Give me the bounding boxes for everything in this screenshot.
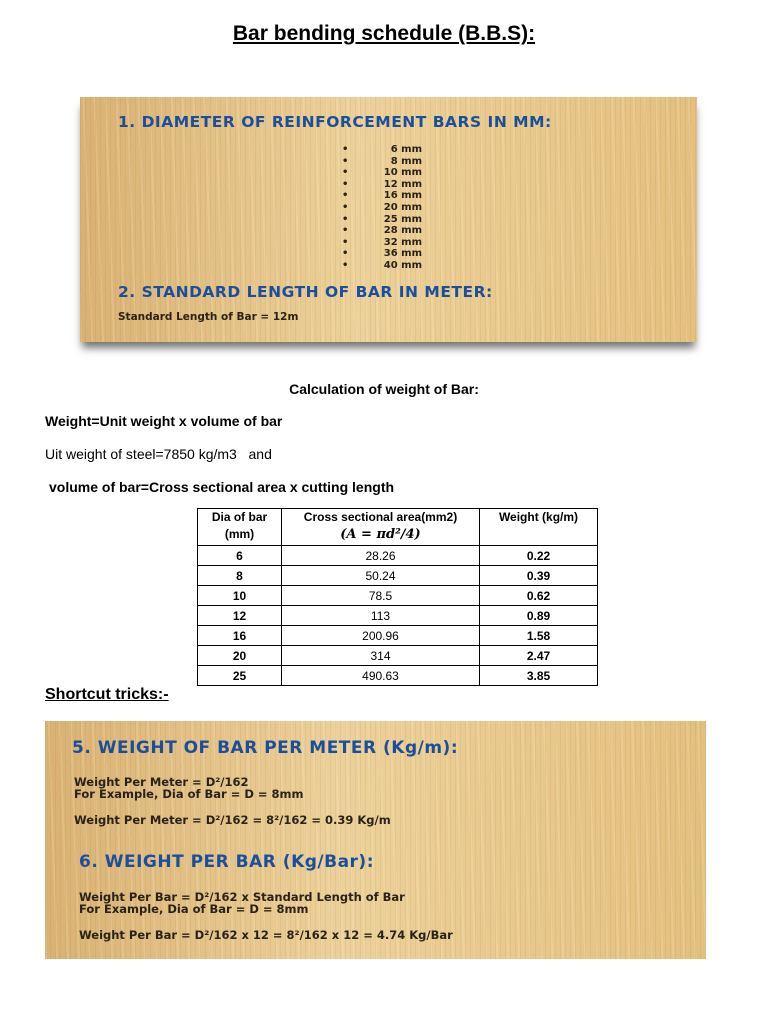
- shortcut-heading: Shortcut tricks:-: [45, 686, 169, 703]
- cell-dia: 20: [198, 646, 282, 666]
- cell-area: 50.24: [282, 566, 480, 586]
- cell-weight: 2.47: [480, 646, 598, 666]
- table-row: [198, 566, 598, 586]
- cell-weight: 0.89: [480, 606, 598, 626]
- weight-per-meter-formula: [74, 776, 303, 800]
- diameter-item: • 32 mm: [342, 237, 422, 249]
- cell-area: 200.96: [282, 626, 480, 646]
- header-weight: Weight (kg/m): [480, 509, 598, 546]
- cell-area: 78.5: [282, 586, 480, 606]
- cell-weight: 3.85: [480, 666, 598, 686]
- cell-weight: 1.58: [480, 626, 598, 646]
- diameter-item: • 40 mm: [342, 260, 422, 272]
- diameter-item: • 12 mm: [342, 179, 422, 191]
- diameter-item: • 36 mm: [342, 248, 422, 260]
- cell-dia: 16: [198, 626, 282, 646]
- weight-formula-line: Weight=Unit weight x volume of bar: [45, 413, 283, 429]
- header-area-label: Cross sectional area(mm2): [303, 510, 458, 524]
- cell-area: 490.63: [282, 666, 480, 686]
- weight-per-bar-heading: 6. WEIGHT PER BAR (Kg/Bar):: [79, 852, 374, 872]
- table-header-row: [198, 509, 598, 546]
- shortcut-panel: [45, 721, 706, 959]
- weight-per-meter-result: Weight Per Meter = D²/162 = 8²/162 = 0.39 Kg/m: [74, 813, 391, 827]
- formula-line: Weight Per Bar = D²/162 x Standard Length of Bar: [79, 890, 405, 904]
- table-row: [198, 626, 598, 646]
- diameter-panel: [80, 97, 697, 342]
- table-row: [198, 546, 598, 566]
- example-line: For Example, Dia of Bar = D = 8mm: [79, 902, 309, 916]
- calc-heading: Calculation of weight of Bar:: [289, 381, 479, 397]
- cell-dia: 6: [198, 546, 282, 566]
- standard-length-heading: 2. STANDARD LENGTH OF BAR IN METER:: [118, 283, 493, 301]
- standard-length-text: Standard Length of Bar = 12m: [118, 311, 299, 323]
- diameter-item: • 28 mm: [342, 225, 422, 237]
- weight-per-bar-result: Weight Per Bar = D²/162 x 12 = 8²/162 x 12 = 4.74 Kg/Bar: [79, 928, 453, 942]
- diameter-list: [342, 144, 422, 272]
- header-dia: Dia of bar (mm): [198, 509, 282, 546]
- table-row: [198, 666, 598, 686]
- cell-area: 314: [282, 646, 480, 666]
- diameter-item: • 6 mm: [342, 144, 422, 156]
- diameter-item: • 25 mm: [342, 214, 422, 226]
- table-row: [198, 646, 598, 666]
- weight-per-meter-heading: 5. WEIGHT OF BAR PER METER (Kg/m):: [72, 738, 459, 758]
- volume-formula-line: volume of bar=Cross sectional area x cutting length: [49, 479, 395, 495]
- header-area-formula: (A = πd²/4): [340, 527, 421, 542]
- bar-weight-table: [197, 508, 598, 686]
- cell-dia: 10: [198, 586, 282, 606]
- cell-weight: 0.22: [480, 546, 598, 566]
- cell-dia: 25: [198, 666, 282, 686]
- formula-line: Weight Per Meter = D²/162: [74, 775, 249, 789]
- diameter-item: • 10 mm: [342, 167, 422, 179]
- cell-weight: 0.62: [480, 586, 598, 606]
- header-area: [282, 509, 480, 546]
- page-title: Bar bending schedule (B.B.S):: [232, 22, 536, 45]
- table-row: [198, 586, 598, 606]
- cell-area: 28.26: [282, 546, 480, 566]
- cell-dia: 12: [198, 606, 282, 626]
- example-line: For Example, Dia of Bar = D = 8mm: [74, 787, 304, 801]
- table-row: [198, 606, 598, 626]
- diameter-item: • 8 mm: [342, 156, 422, 168]
- weight-per-bar-formula: [79, 891, 405, 915]
- diameter-item: • 16 mm: [342, 190, 422, 202]
- cell-weight: 0.39: [480, 566, 598, 586]
- cell-dia: 8: [198, 566, 282, 586]
- cell-area: 113: [282, 606, 480, 626]
- diameter-item: • 20 mm: [342, 202, 422, 214]
- unit-weight-line: Uit weight of steel=7850 kg/m3 and: [45, 446, 272, 462]
- diameter-heading: 1. DIAMETER OF REINFORCEMENT BARS IN MM:: [118, 113, 552, 131]
